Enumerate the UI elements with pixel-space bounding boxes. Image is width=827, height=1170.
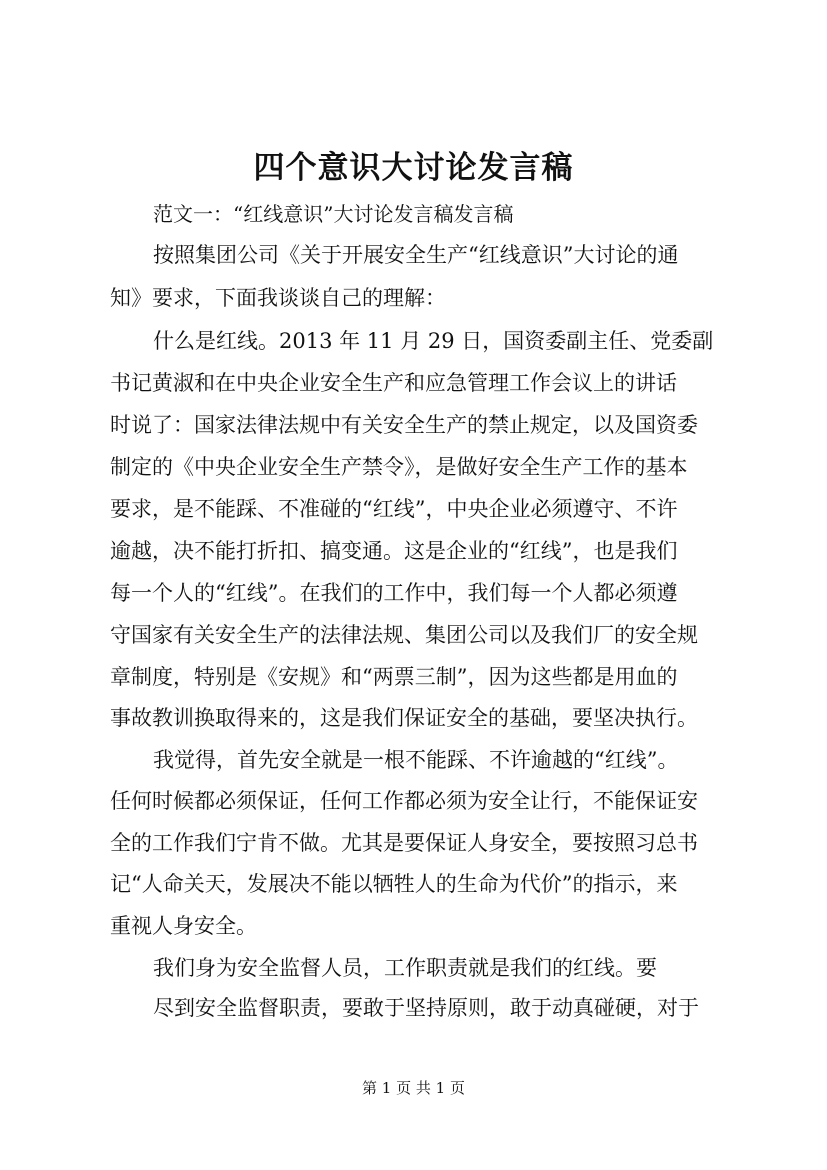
paragraph-line: 书记黄淑和在中央企业安全生产和应急管理工作会议上的讲话 (110, 371, 677, 395)
paragraph-line: 按照集团公司《关于开展安全生产“红线意识”大讨论的通 (153, 243, 679, 267)
paragraph-line: 事故教训换取得来的，这是我们保证安全的基础，要坚决执行。 (110, 706, 698, 730)
paragraph-line: 守国家有关安全生产的法律法规、集团公司以及我们厂的安全规 (110, 623, 698, 647)
paragraph-line: 要求，是不能踩、不准碰的“红线”，中央企业必须遵守、不许 (110, 497, 678, 521)
paragraph-line: 任何时候都必须保证，任何工作都必须为安全让行，不能保证安 (110, 789, 698, 813)
paragraph-line: 逾越，决不能打折扣、搞变通。这是企业的“红线”，也是我们 (110, 539, 678, 563)
paragraph-line: 全的工作我们宁肯不做。尤其是要保证人身安全，要按照习总书 (110, 831, 698, 855)
paragraph-line: 知》要求，下面我谈谈自己的理解： (110, 286, 446, 310)
subtitle-line: 范文一：“红线意识”大讨论发言稿发言稿 (153, 202, 514, 226)
paragraph-line: 什么是红线。2013 年 11 月 29 日，国资委副主任、党委副 (153, 329, 714, 353)
paragraph-line: 时说了：国家法律法规中有关安全生产的禁止规定，以及国资委 (110, 413, 698, 437)
paragraph-line: 尽到安全监督职责，要敢于坚持原则，敢于动真碰硬，对于 (153, 996, 699, 1020)
paragraph-line: 每一个人的“红线”。在我们的工作中，我们每一个人都必须遵 (110, 581, 678, 605)
paragraph-line: 章制度，特别是《安规》和“两票三制”，因为这些都是用血的 (110, 665, 678, 689)
paragraph-line: 记“人命关天，发展决不能以牺牲人的生命为代价”的指示，来 (110, 872, 678, 896)
paragraph-line: 我觉得，首先安全就是一根不能踩、不许逾越的“红线”。 (153, 748, 679, 772)
page-footer: 第 1 页 共 1 页 (362, 1079, 465, 1097)
paragraph-line: 我们身为安全监督人员，工作职责就是我们的红线。要 (153, 956, 657, 980)
paragraph-line: 重视人身安全。 (110, 914, 257, 938)
document-title: 四个意识大讨论发言稿 (253, 150, 574, 186)
paragraph-line: 制定的《中央企业安全生产禁令》，是做好安全生产工作的基本 (110, 455, 688, 479)
